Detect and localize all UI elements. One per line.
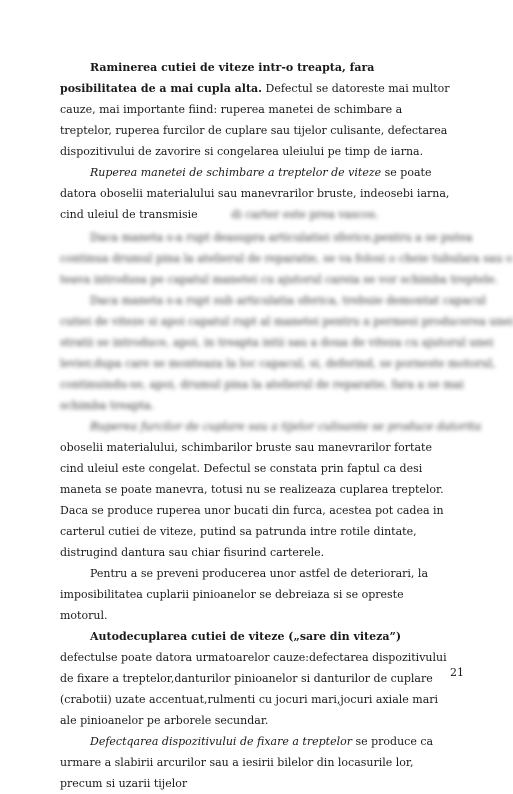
blurred-line: Daca maneta s-a rupt sub articulatia sferica, trebuie demontat capacul (90, 294, 486, 307)
paragraph-2 (60, 162, 453, 225)
blurred-section (60, 225, 513, 437)
subheading-2: Defectqarea dispozitivului de fixare a treptelor (90, 735, 352, 748)
paragraph-2-blurred-end: di carter este prea vascos. (231, 208, 379, 221)
paragraph-3: oboselii materialului, schimbarilor bruste sau manevrarilor fortate cind uleiul este congelat. Defectul se constata prin faptul ca desi maneta se poate manevra, totusi nu se realizeaza cuplarea treptelor. Daca se produce ruperea unor bucati din furca, acestea pot cadea in carterul cutiei de viteze, putind sa patrunda intre rotile dintate, distrugind dantura sau chiar fisurind carterele. (60, 441, 444, 559)
paragraph-6 (60, 731, 453, 794)
subheading-1: Ruperea manetei de schimbare a treptelor de viteze (90, 166, 382, 179)
blurred-line: Ruperea furcilor de cuplare sau a tijelor culisante se produce datorita (90, 420, 482, 433)
blurred-line: levier,dupa care se monteaza la loc capacul, si, deferind, se porneste motorul, (60, 357, 496, 370)
blurred-line: teava introdusa pe capatul manetei cu ajutorul careia se vor schimba treptele. (60, 273, 499, 286)
paragraph-5-text: defectulse poate datora urmatoarelor cauze:defectarea dispozitivului de fixare a treptelor,danturilor pinioanelor si danturilor de cuplare (crabotii) uzate accentuat,rulmenti cu jocuri mari,jocuri axiale mari ale pinioanelor pe arborele secundar. (60, 651, 447, 727)
paragraph-4: Pentru a se preveni producerea unor astfel de deteriorari, la imposibilitatea cuplarii pinioanelor se debreiaza si se opreste motorul. (60, 567, 428, 622)
paragraph-1-text: Defectul se datoreste mai multor cauze, mai importante fiind: ruperea manetei de schimbare a treptelor, ruperea furcilor de cuplare sau tijelor culisante, defectarea dispozitivului de zavorire si congelarea uleiului pe timp de iarna. (60, 82, 450, 158)
blurred-line: continuindu-se, apoi, drumul pina la atelierul de reparatie, fara a se mai (60, 378, 464, 391)
blurred-line: schimba treapta. (60, 399, 155, 412)
blurred-line: cutiei de viteze si apoi capatul rupt al manetei pentru a permesi producerea unei (60, 315, 513, 328)
paragraph-2-text: se poate datora oboselii materialului sau manevrarilor bruste, indeosebi iarna, cind uleiul de transmisie (60, 166, 450, 221)
section-heading-1: Raminerea cutiei de viteze intr-o treapta, fara posibilitatea de a mai cupla alta. (60, 61, 375, 95)
blurred-line: Daca maneta s-a rupt deasupra articulatiei sferice,pentru a se putea (90, 231, 473, 244)
section-heading-2: Autodecuplarea cutiei de viteze („sare din viteza”) (90, 630, 402, 643)
paragraph-6-text: se produce ca urmare a slabirii arcurilor sau a iesirii bilelor din locasurile lor, precum si uzarii tijelor (60, 735, 434, 790)
paragraph-5 (60, 626, 453, 731)
page-number: 21 (450, 666, 464, 679)
paragraph-1 (60, 57, 453, 162)
blurred-line: stratii se introduce, apoi, in treapta intii sau a doua de viteza cu ajutorul unei (60, 336, 494, 349)
blurred-line: continua drumul pina la atelierul de reparatie, se va folosi o cheie tubulara sau o (60, 252, 513, 265)
